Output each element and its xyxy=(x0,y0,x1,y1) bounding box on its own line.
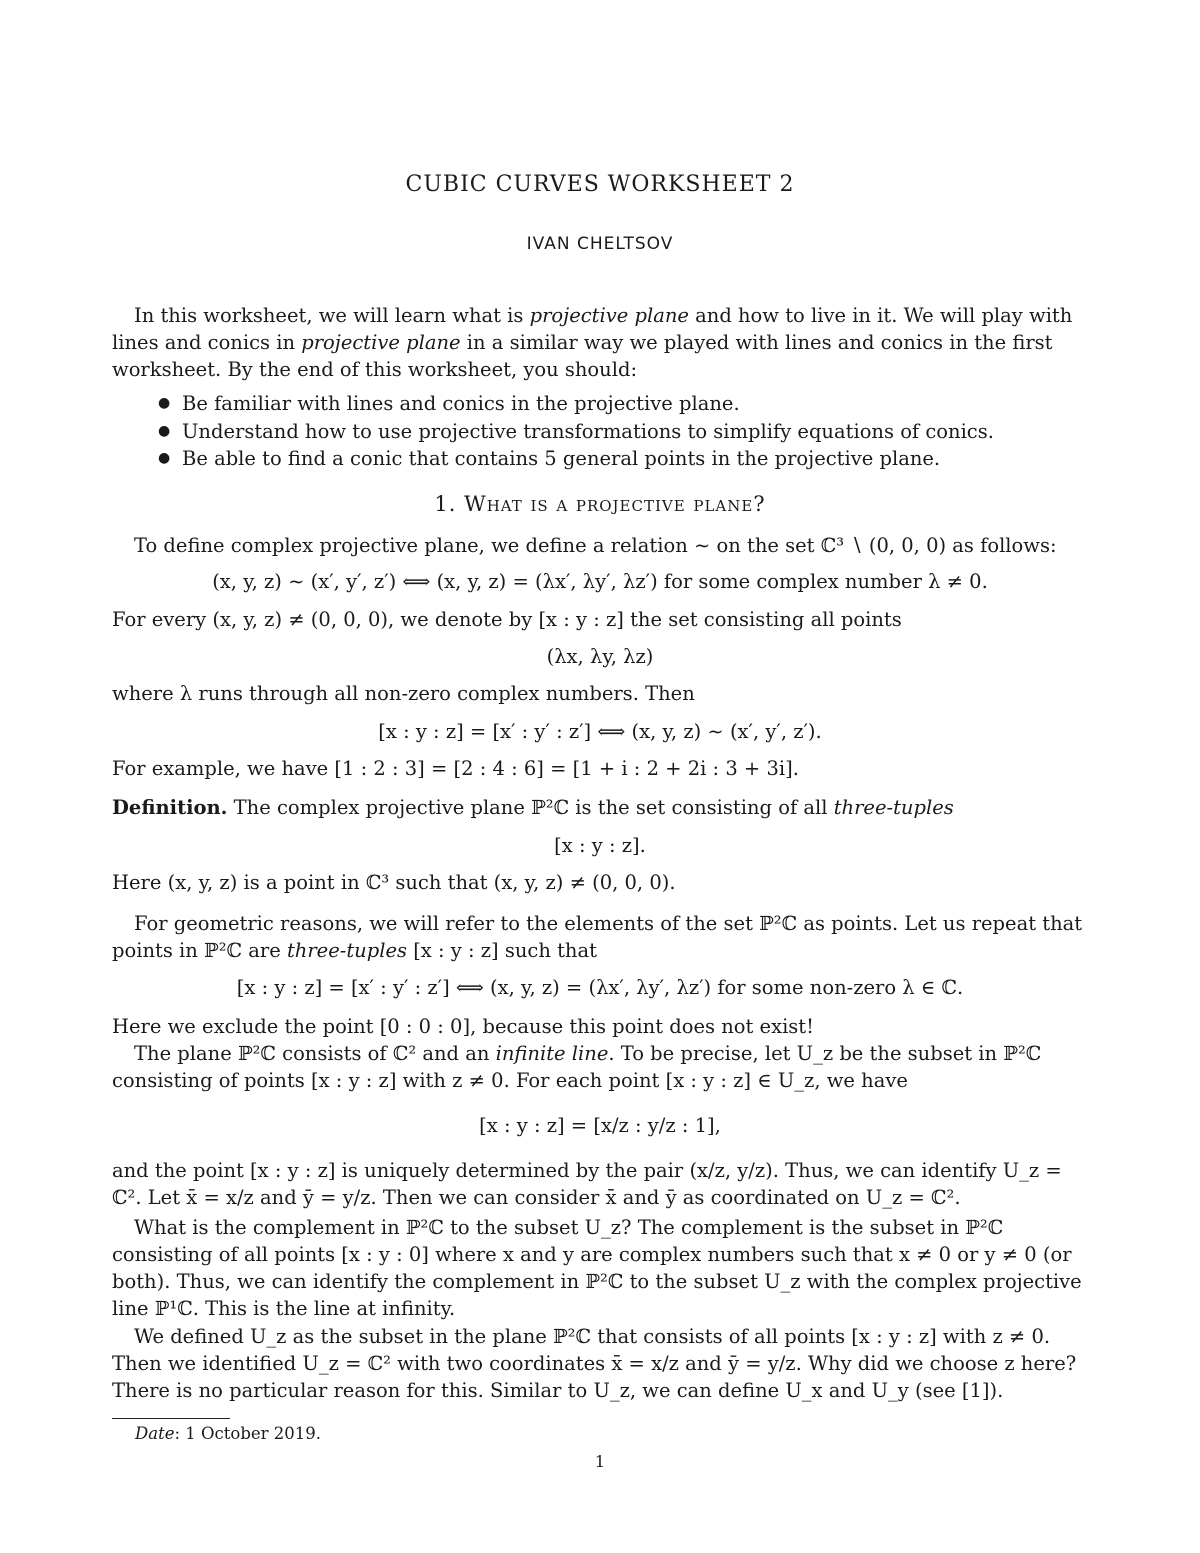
definition-label: Definition. xyxy=(112,796,228,819)
text-line: Here we exclude the point [0 : 0 : 0], because this point does not exist! xyxy=(112,1015,814,1038)
paragraph: What is the complement in ℙ²ℂ to the subset U_z? The complement is the subset in ℙ²ℂ consisting of all points [x : y : 0] where x and y are complex numbers such that x ≠ 0 or y ≠ 0 (or both). Thus, we can identify the complement in ℙ²ℂ to the subset U_z with the complex projective line ℙ¹ℂ. This is the line at infinity. xyxy=(112,1216,1082,1320)
bullet-icon: ● xyxy=(158,422,171,439)
display-equation: (λx, λy, λz) xyxy=(546,645,654,668)
text-line: Here (x, y, z) is a point in ℂ³ such that (x, y, z) ≠ (0, 0, 0). xyxy=(112,871,676,894)
display-equation: [x : y : z] = [x′ : y′ : z′] ⟺ (x, y, z) ∼ (x′, y′, z′). xyxy=(378,720,822,743)
paragraph: and the point [x : y : z] is uniquely determined by the pair (x/z, y/z). Thus, we can identify U_z = ℂ². Let x̄ = x/z and ȳ = y/z. Then we can consider x̄ and ȳ as coordinated on U_z = ℂ². xyxy=(112,1159,1062,1209)
text-line: For every (x, y, z) ≠ (0, 0, 0), we denote by [x : y : z] the set consisting all points xyxy=(112,608,902,631)
intro-emphasis-2: projective plane xyxy=(301,331,461,354)
definition-line: Definition. The complex projective plane ℙ²ℂ is the set consisting of all three-tuples xyxy=(112,796,954,819)
list-item: ● Be familiar with lines and conics in the projective plane. xyxy=(158,390,1088,418)
footnote: Date: 1 October 2019. xyxy=(135,1424,322,1443)
list-item: ● Understand how to use projective transformations to simplify equations of conics. xyxy=(158,418,1088,446)
definition-emphasis: three-tuples xyxy=(833,796,954,819)
display-equation: [x : y : z] = [x′ : y′ : z′] ⟺ (x, y, z) = (λx′, λy′, λz′) for some non-zero λ ∈ ℂ. xyxy=(236,976,964,999)
bullet-icon: ● xyxy=(158,395,171,411)
goals-list xyxy=(158,390,1088,473)
paragraph: The plane ℙ²ℂ consists of ℂ² and an infinite line. To be precise, let U_z be the subset in ℙ²ℂ consisting of points [x : y : z] with z ≠ 0. For each point [x : y : z] ∈ U_z, we have xyxy=(112,1042,1042,1092)
paper-title: CUBIC CURVES WORKSHEET 2 xyxy=(405,172,795,197)
display-equation: [x : y : z] = [x/z : y/z : 1], xyxy=(479,1114,721,1137)
footnote-divider xyxy=(112,1418,230,1419)
paragraph: For geometric reasons, we will refer to the elements of the set ℙ²ℂ as points. Let us repeat that points in ℙ²ℂ are three-tuples [x : y : z] such that xyxy=(112,912,1083,962)
bullet-icon: ● xyxy=(158,450,171,466)
text-line: where λ runs through all non-zero complex numbers. Then xyxy=(112,682,695,705)
list-item: ● Be able to find a conic that contains 5 general points in the projective plane. xyxy=(158,445,1088,473)
section-heading: 1. What is a projective plane? xyxy=(434,492,766,516)
page-number: 1 xyxy=(594,1452,606,1471)
intro-emphasis-1: projective plane xyxy=(529,304,689,327)
display-equation: [x : y : z]. xyxy=(554,834,646,857)
intro-paragraph: In this worksheet, we will learn what is projective plane and how to live in it. We will play with lines and conics in projective plane in a similar way we played with lines and conics in the first worksheet. By the end of this worksheet, you should: xyxy=(112,304,1073,381)
text-line: For example, we have [1 : 2 : 3] = [2 : 4 : 6] = [1 + i : 2 + 2i : 3 + 3i]. xyxy=(112,757,799,780)
footnote-label: Date xyxy=(135,1424,175,1443)
paragraph: We defined U_z as the subset in the plane ℙ²ℂ that consists of all points [x : y : z] with z ≠ 0. Then we identified U_z = ℂ² with two coordinates x̄ = x/z and ȳ = y/z. Why did we choose z here? There is no particular reason for this. Similar to U_z, we can define U_x and U_y (see [1]). xyxy=(112,1325,1077,1402)
display-equation: (x, y, z) ∼ (x′, y′, z′) ⟺ (x, y, z) = (λx′, λy′, λz′) for some complex number λ ≠ 0. xyxy=(212,570,988,593)
text-line: To define complex projective plane, we define a relation ∼ on the set ℂ³ ∖ (0, 0, 0) as follows: xyxy=(134,534,1057,557)
paper-author: IVAN CHELTSOV xyxy=(526,234,674,254)
